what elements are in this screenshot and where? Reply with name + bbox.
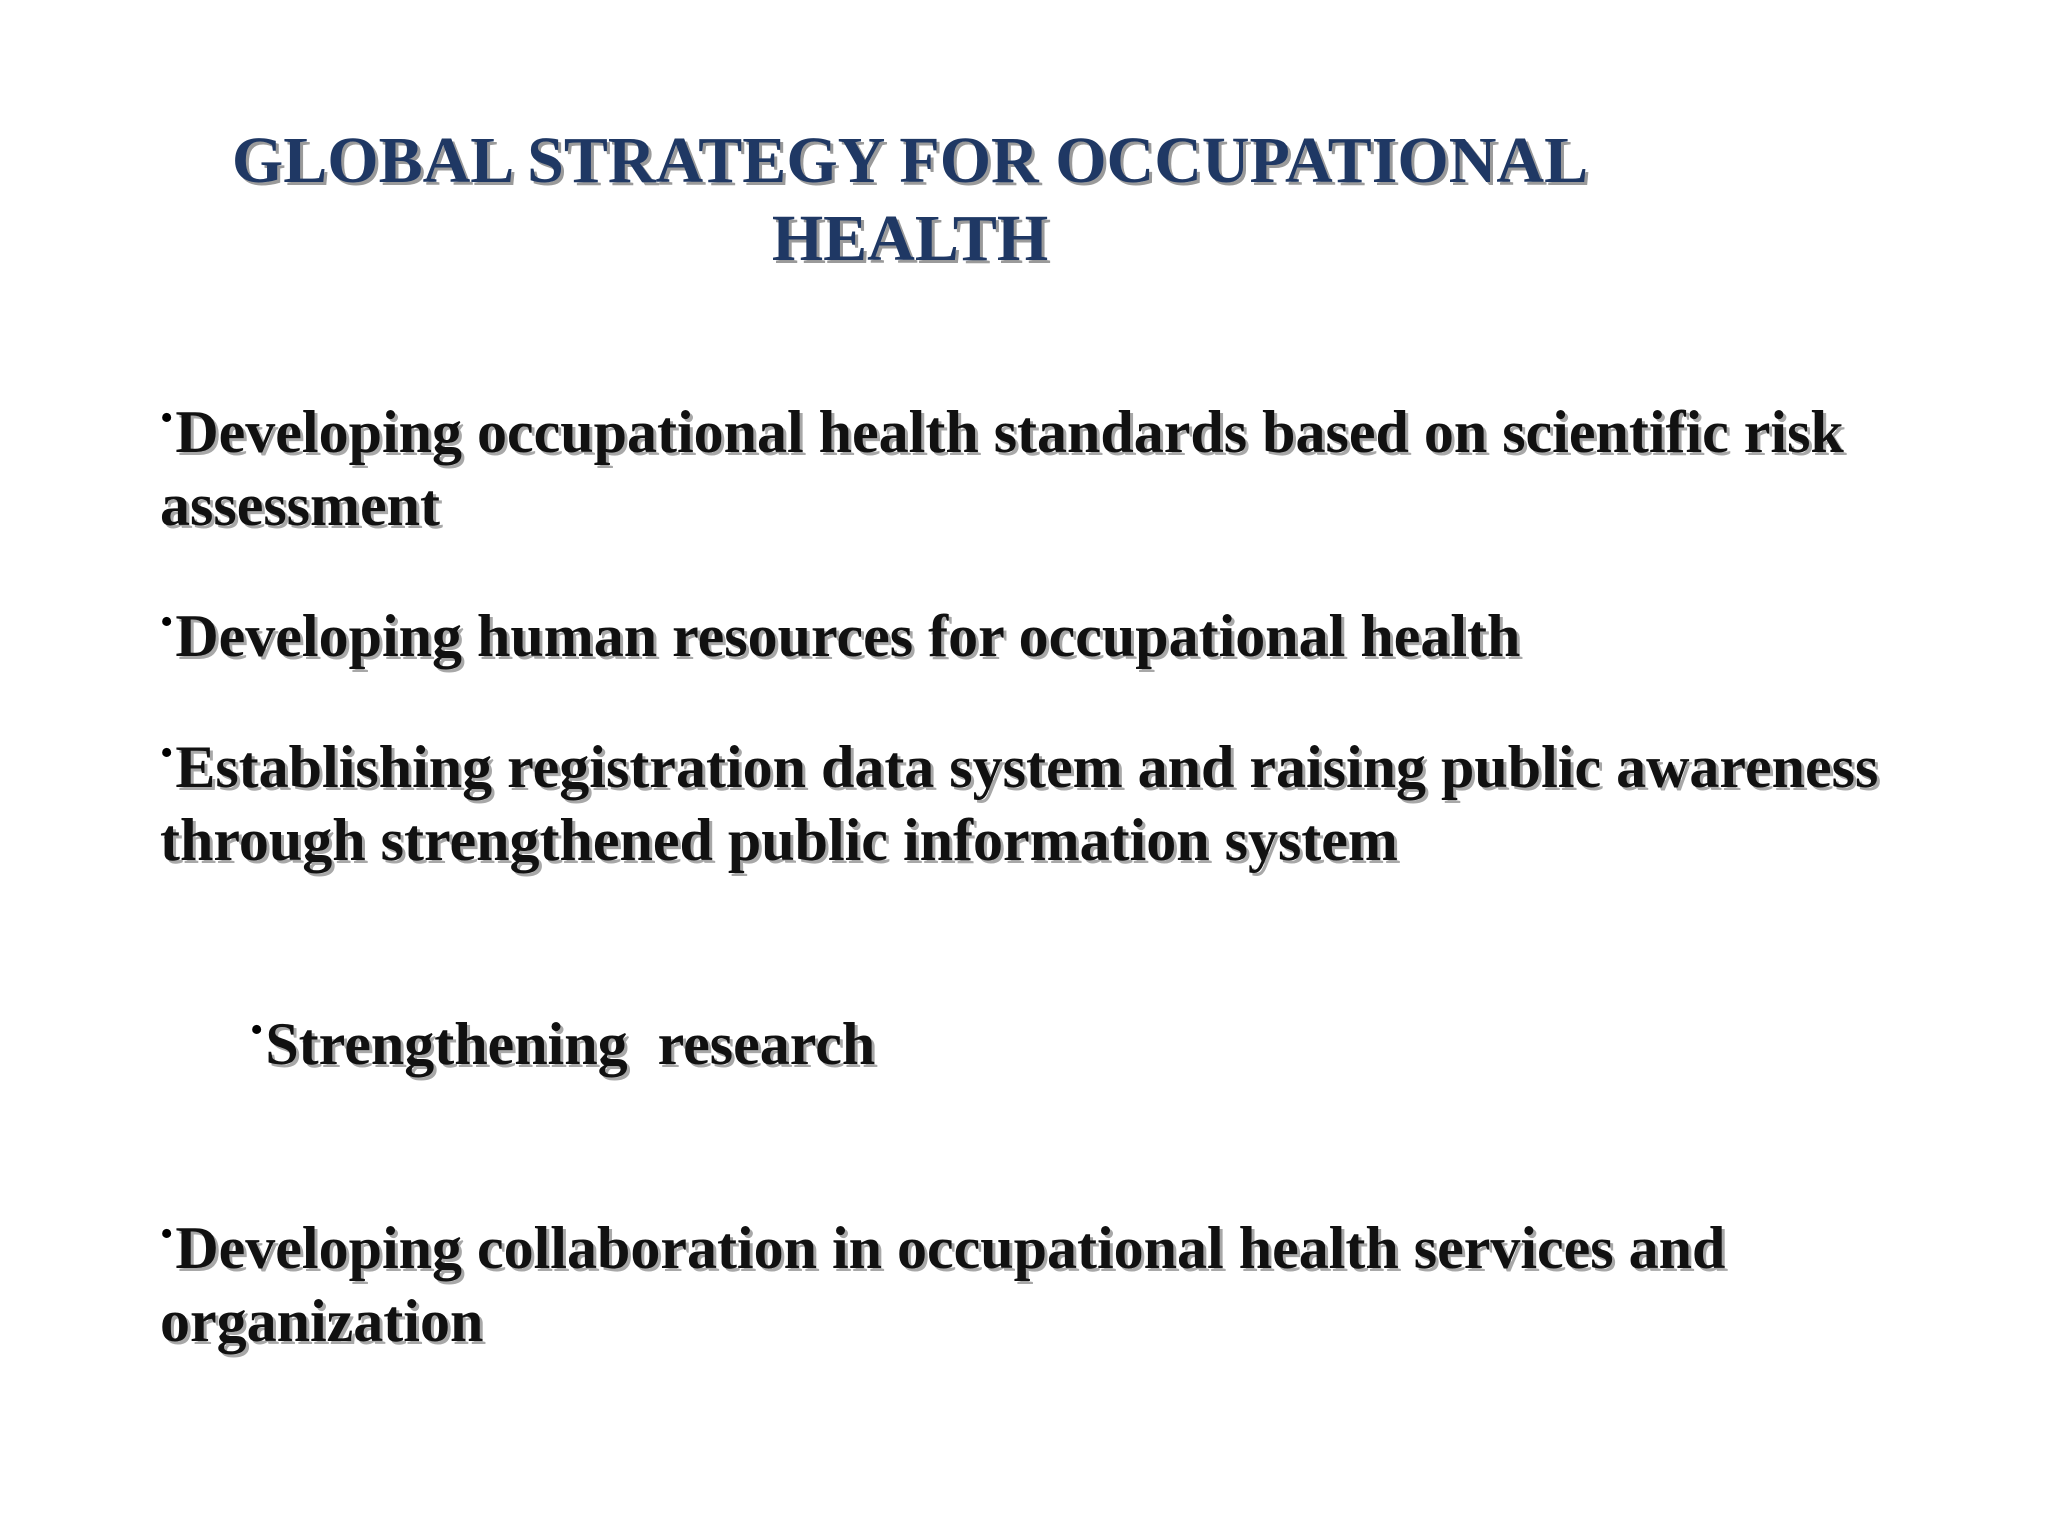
slide-title xyxy=(190,122,1630,278)
bullet-marker: • xyxy=(160,601,174,643)
bullet-marker: • xyxy=(160,1213,174,1255)
bullet-item-collaboration xyxy=(160,1198,1990,1358)
bullet-item-registration xyxy=(160,717,1990,877)
bullet-item-human-resources xyxy=(160,586,1990,673)
bullet-list xyxy=(160,382,1990,1402)
bullet-marker: • xyxy=(160,397,174,439)
slide-title-line-1: GLOBAL STRATEGY FOR OCCUPATIONAL xyxy=(231,124,1589,197)
bullet-marker: • xyxy=(160,732,174,774)
bullet-item-standards xyxy=(160,382,1990,542)
slide-title-line-2: HEALTH xyxy=(771,202,1049,275)
bullet-item-research xyxy=(160,921,1990,1154)
bullet-text: Strengthening research xyxy=(265,1011,876,1077)
bullet-text: Developing occupational health standards based on scientific risk assessment xyxy=(160,399,1844,538)
bullet-text: Establishing registration data system and raising public awareness through strengthened public information system xyxy=(160,734,1879,873)
bullet-marker: • xyxy=(250,1009,264,1051)
bullet-text: Developing collaboration in occupational health services and organization xyxy=(160,1215,1726,1354)
bullet-text: Developing human resources for occupational health xyxy=(175,603,1521,669)
